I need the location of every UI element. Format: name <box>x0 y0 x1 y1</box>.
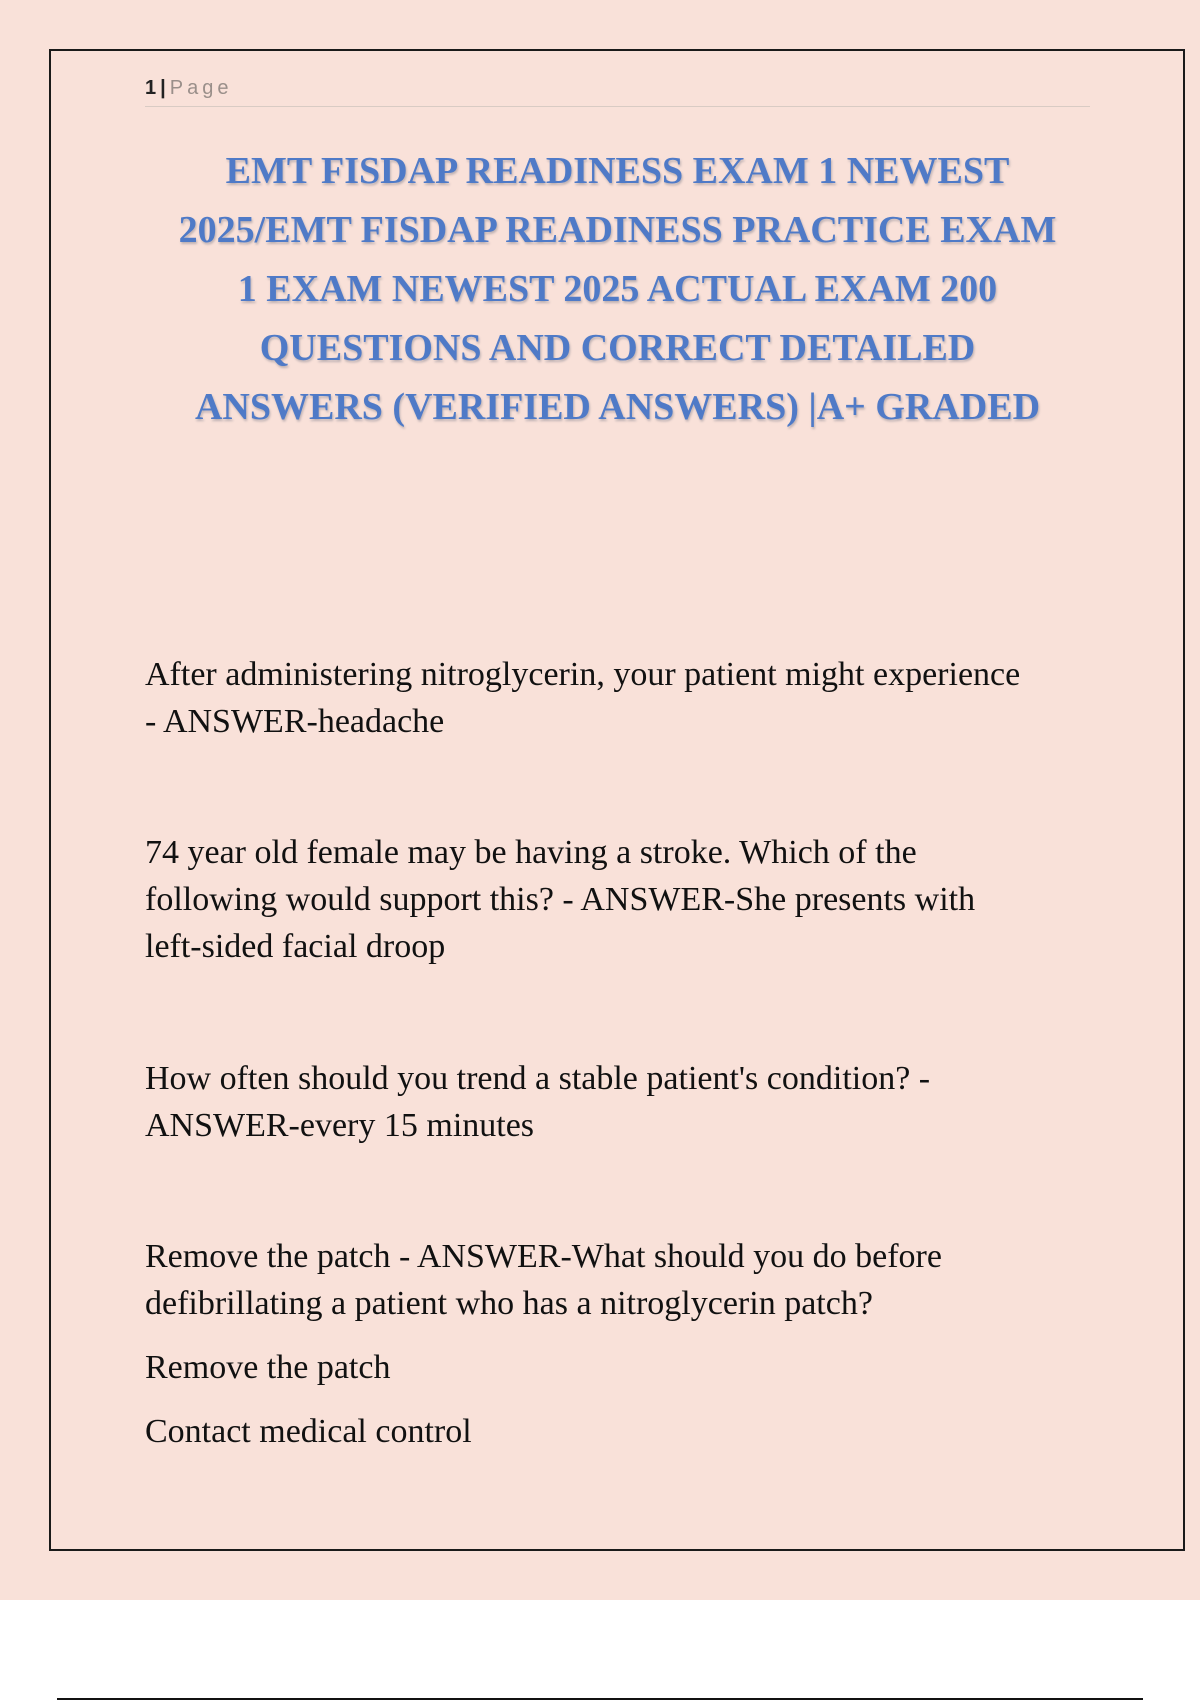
document-title <box>130 142 1105 437</box>
title-line: ANSWERS (VERIFIED ANSWERS) |A+ GRADED <box>194 386 1041 428</box>
qa-line: ANSWER-every 15 minutes <box>145 1107 535 1144</box>
qa-line: following would support this? - ANSWER-She presents with <box>145 881 976 918</box>
title-line: 2025/EMT FISDAP READINESS PRACTICE EXAM <box>178 209 1057 251</box>
page-header <box>145 74 1090 107</box>
answer-option-1: Remove the patch <box>145 1349 391 1386</box>
question-answer-2 <box>145 829 1105 970</box>
qa-line: How often should you trend a stable patient's condition? - <box>145 1060 931 1097</box>
qa-line: 74 year old female may be having a stroke. Which of the <box>145 834 917 871</box>
qa-line: defibrillating a patient who has a nitroglycerin patch? <box>145 1285 873 1322</box>
qa-line: - ANSWER-headache <box>145 703 445 740</box>
answer-option-2: Contact medical control <box>145 1413 472 1450</box>
page-label: Page <box>169 77 233 99</box>
qa-line: After administering nitroglycerin, your patient might experience <box>145 656 1021 693</box>
page-separator: | <box>160 77 166 99</box>
question-answer-3 <box>145 1055 1105 1149</box>
title-line: EMT FISDAP READINESS EXAM 1 NEWEST <box>225 150 1010 192</box>
qa-line: left-sided facial droop <box>145 928 446 965</box>
question-answer-1 <box>145 651 1105 745</box>
qa-line: Remove the patch - ANSWER-What should you do before <box>145 1238 942 1275</box>
title-line: QUESTIONS AND CORRECT DETAILED <box>259 327 976 369</box>
page-number: 1 <box>145 77 157 99</box>
title-line: 1 EXAM NEWEST 2025 ACTUAL EXAM 200 <box>237 268 998 310</box>
question-answer-4 <box>145 1233 1105 1327</box>
